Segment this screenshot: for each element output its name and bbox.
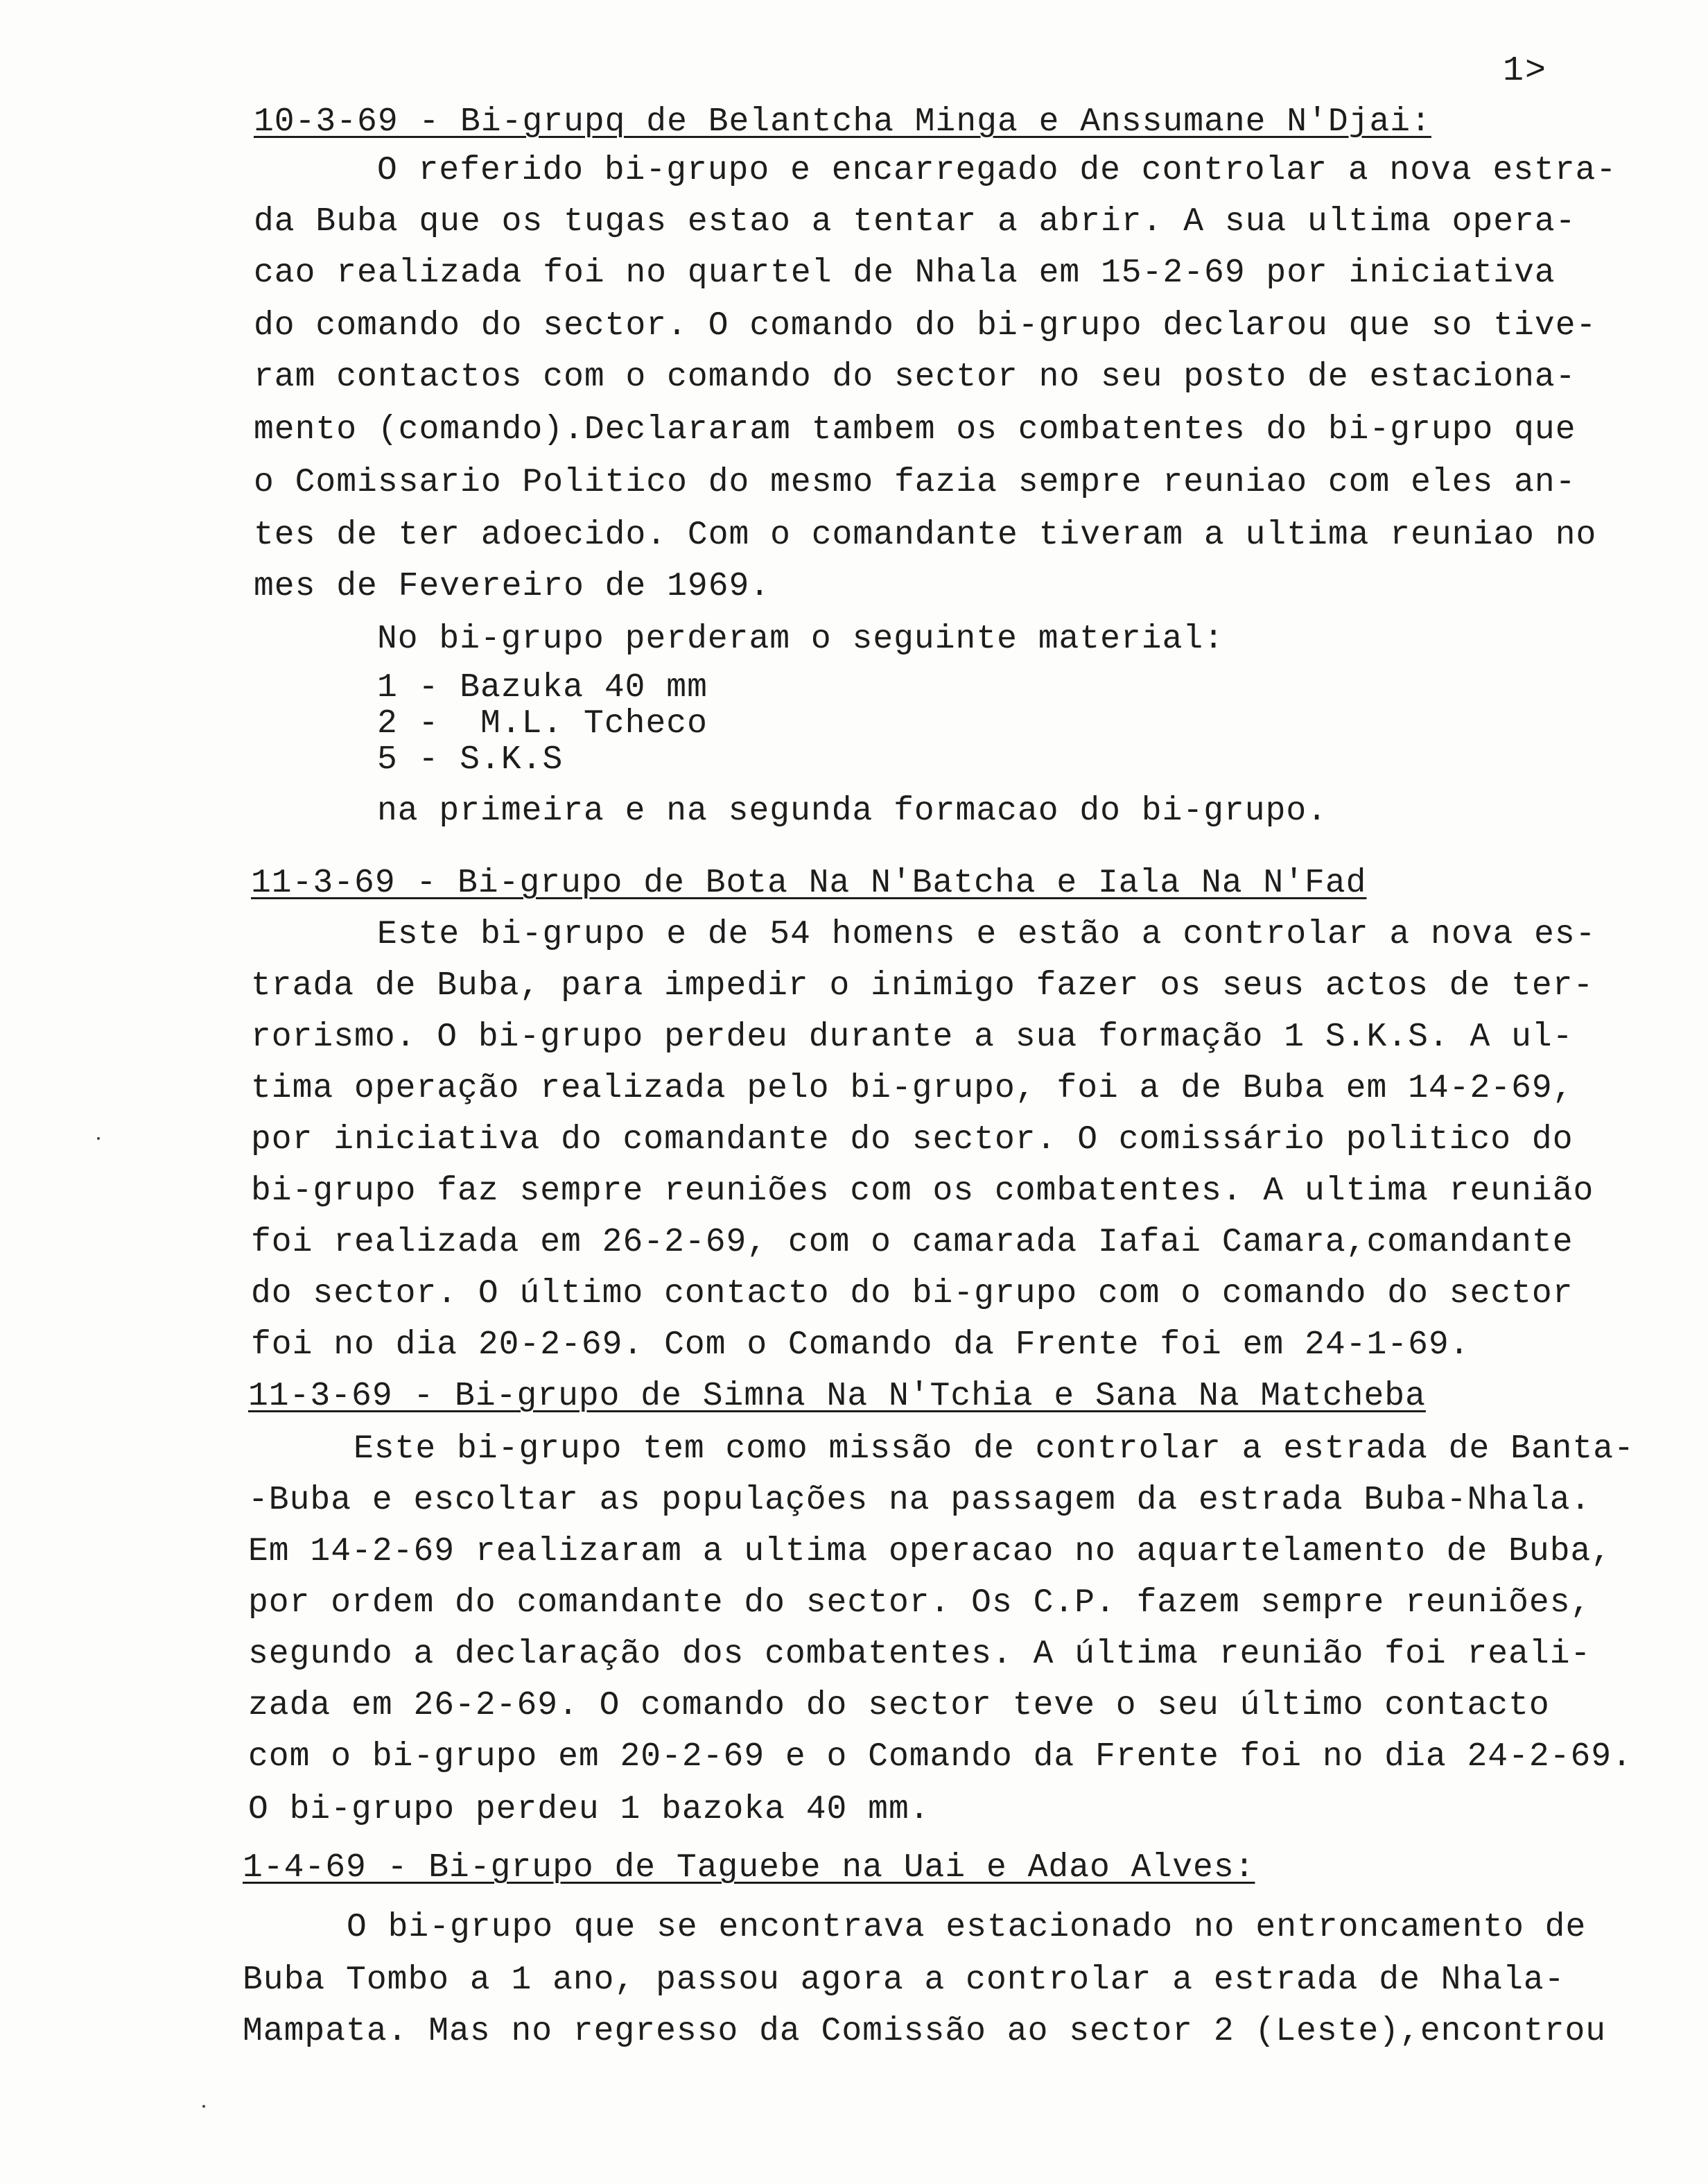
paragraph-line: Este bi-grupo e de 54 homens e estão a controlar a nova es- <box>377 916 1596 953</box>
paragraph-line: bi-grupo faz sempre reuniões com os combatentes. A ultima reunião <box>251 1172 1594 1210</box>
material-item: 1 - Bazuka 40 mm <box>377 669 708 707</box>
paragraph-line: O bi-grupo que se encontrava estacionado no entroncamento de <box>347 1909 1587 1946</box>
paragraph-line: tes de ter adoecido. Com o comandante tiveram a ultima reuniao no <box>254 517 1597 554</box>
paragraph-line: rorismo. O bi-grupo perdeu durante a sua formação 1 S.K.S. A ul- <box>251 1019 1574 1056</box>
paragraph-line: cao realizada foi no quartel de Nhala em 15-2-69 por iniciativa <box>254 254 1556 292</box>
paragraph-line: foi realizada em 26-2-69, com o camarada Iafai Camara,comandante <box>251 1224 1574 1261</box>
material-item: 2 - M.L. Tcheco <box>377 705 708 743</box>
paragraph-line: O referido bi-grupo e encarregado de controlar a nova estra- <box>377 152 1617 189</box>
paragraph-line: No bi-grupo perderam o seguinte material: <box>377 621 1224 658</box>
paragraph-line: com o bi-grupo em 20-2-69 e o Comando da Frente foi no dia 24-2-69. <box>248 1738 1632 1776</box>
paragraph-line: na primeira e na segunda formacao do bi-grupo. <box>377 792 1328 830</box>
paragraph-line: Mampata. Mas no regresso da Comissão ao sector 2 (Leste),encontrou <box>243 2013 1607 2050</box>
section-heading: 11-3-69 - Bi-grupo de Simna Na N'Tchia e Sana Na Matcheba <box>248 1378 1426 1415</box>
page-number: 1> <box>1503 51 1548 91</box>
paper-speck <box>97 1137 100 1140</box>
paragraph-line: segundo a declaração dos combatentes. A última reunião foi reali- <box>248 1636 1592 1673</box>
paragraph-line: do sector. O último contacto do bi-grupo com o comando do sector <box>251 1275 1574 1312</box>
paper-speck <box>202 2105 205 2108</box>
paragraph-line: -Buba e escoltar as populações na passagem da estrada Buba-Nhala. <box>248 1482 1592 1519</box>
paragraph-line: mes de Fevereiro de 1969. <box>254 568 771 605</box>
paragraph-line: por ordem do comandante do sector. Os C.P. fazem sempre reuniões, <box>248 1584 1592 1622</box>
paragraph-line: tima operação realizada pelo bi-grupo, foi a de Buba em 14-2-69, <box>251 1070 1574 1107</box>
paragraph-line: Este bi-grupo tem como missão de controlar a estrada de Banta- <box>354 1430 1635 1468</box>
section-heading: 10-3-69 - Bi-grupq de Belantcha Minga e Anssumane N'Djai: <box>254 103 1431 141</box>
paragraph-line: trada de Buba, para impedir o inimigo fazer os seus actos de ter- <box>251 967 1594 1005</box>
paragraph-line: mento (comando).Declararam tambem os combatentes do bi-grupo que <box>254 411 1576 449</box>
paragraph-line: Em 14-2-69 realizaram a ultima operacao no aquartelamento de Buba, <box>248 1533 1612 1570</box>
paragraph-line: O bi-grupo perdeu 1 bazoka 40 mm. <box>248 1791 930 1828</box>
section-heading: 1-4-69 - Bi-grupo de Taguebe na Uai e Adao Alves: <box>243 1849 1255 1887</box>
paragraph-line: Buba Tombo a 1 ano, passou agora a controlar a estrada de Nhala- <box>243 1961 1565 1999</box>
paragraph-line: o Comissario Politico do mesmo fazia sempre reuniao com eles an- <box>254 464 1576 501</box>
paragraph-line: foi no dia 20-2-69. Com o Comando da Frente foi em 24-1-69. <box>251 1326 1470 1364</box>
paragraph-line: ram contactos com o comando do sector no seu posto de estaciona- <box>254 358 1576 396</box>
material-item: 5 - S.K.S <box>377 741 564 779</box>
paragraph-line: por iniciativa do comandante do sector. O comissário politico do <box>251 1121 1574 1159</box>
paragraph-line: do comando do sector. O comando do bi-grupo declarou que so tive- <box>254 307 1597 345</box>
paragraph-line: da Buba que os tugas estao a tentar a abrir. A sua ultima opera- <box>254 203 1576 241</box>
section-heading: 11-3-69 - Bi-grupo de Bota Na N'Batcha e Iala Na N'Fad <box>251 865 1367 902</box>
paragraph-line: zada em 26-2-69. O comando do sector teve o seu último contacto <box>248 1687 1550 1724</box>
